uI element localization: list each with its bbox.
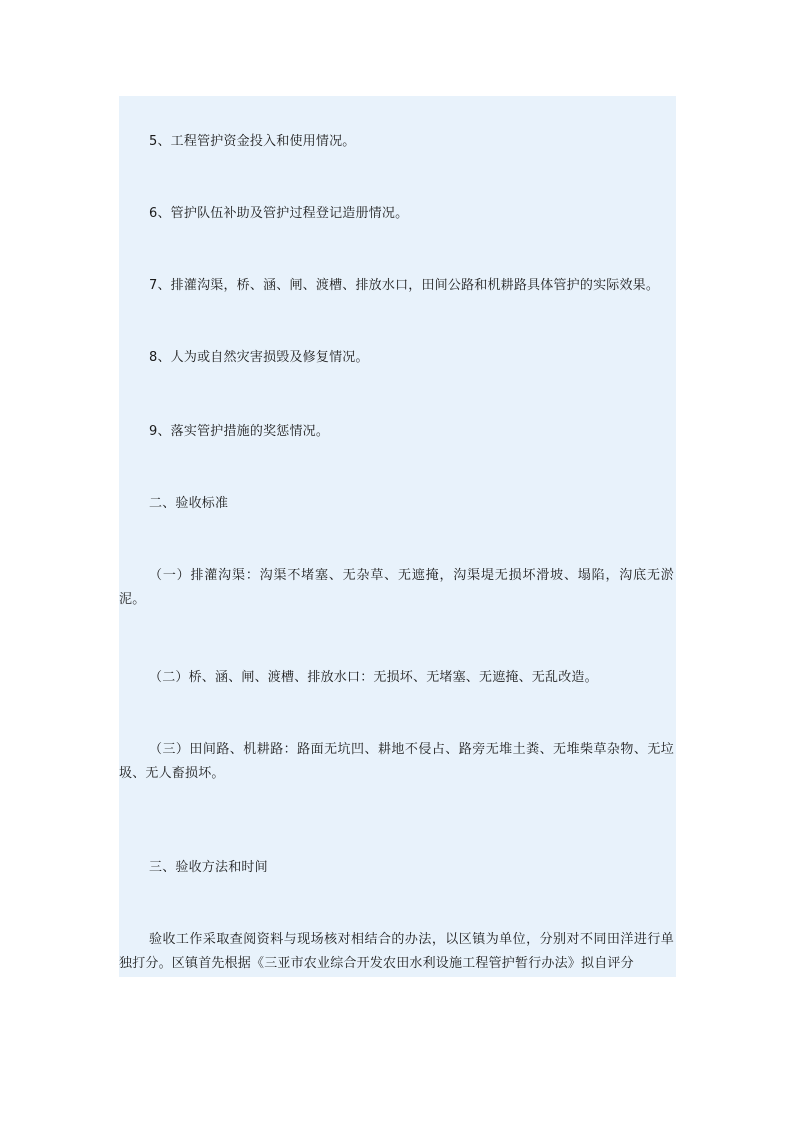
- section-heading-methods-and-time: 三、验收方法和时间: [149, 860, 268, 875]
- item-8: 8、人为或自然灾害损毁及修复情况。: [149, 350, 369, 365]
- item-9: 9、落实管护措施的奖惩情况。: [149, 424, 330, 439]
- standard-2-bridges-culverts: （二）桥、涵、闸、渡槽、排放水口：无损坏、无堵塞、无遮掩、无乱改造。: [149, 670, 598, 685]
- section-3-body: 验收工作采取查阅资料与现场核对相结合的办法，以区镇为单位，分别对不同田洋进行单独打分。区镇首先根据《三亚市农业综合开发农田水利设施工程管护暂行办法》拟自评分: [119, 932, 674, 971]
- standard-3-field-roads: （三）田间路、机耕路：路面无坑凹、耕地不侵占、路旁无堆土粪、无堆柴草杂物、无垃圾、无人畜损坏。: [119, 742, 674, 781]
- item-6: 6、管护队伍补助及管护过程登记造册情况。: [149, 206, 409, 221]
- item-7: 7、排灌沟渠，桥、涵、闸、渡槽、排放水口，田间公路和机耕路具体管护的实际效果。: [149, 278, 660, 293]
- standard-1-drainage-channels: （一）排灌沟渠：沟渠不堵塞、无杂草、无遮掩，沟渠堤无损坏滑坡、塌陷，沟底无淤泥。: [119, 568, 674, 607]
- item-5: 5、工程管护资金投入和使用情况。: [149, 134, 356, 149]
- document-content-panel: [119, 96, 676, 977]
- section-heading-acceptance-standards: 二、验收标准: [149, 496, 229, 511]
